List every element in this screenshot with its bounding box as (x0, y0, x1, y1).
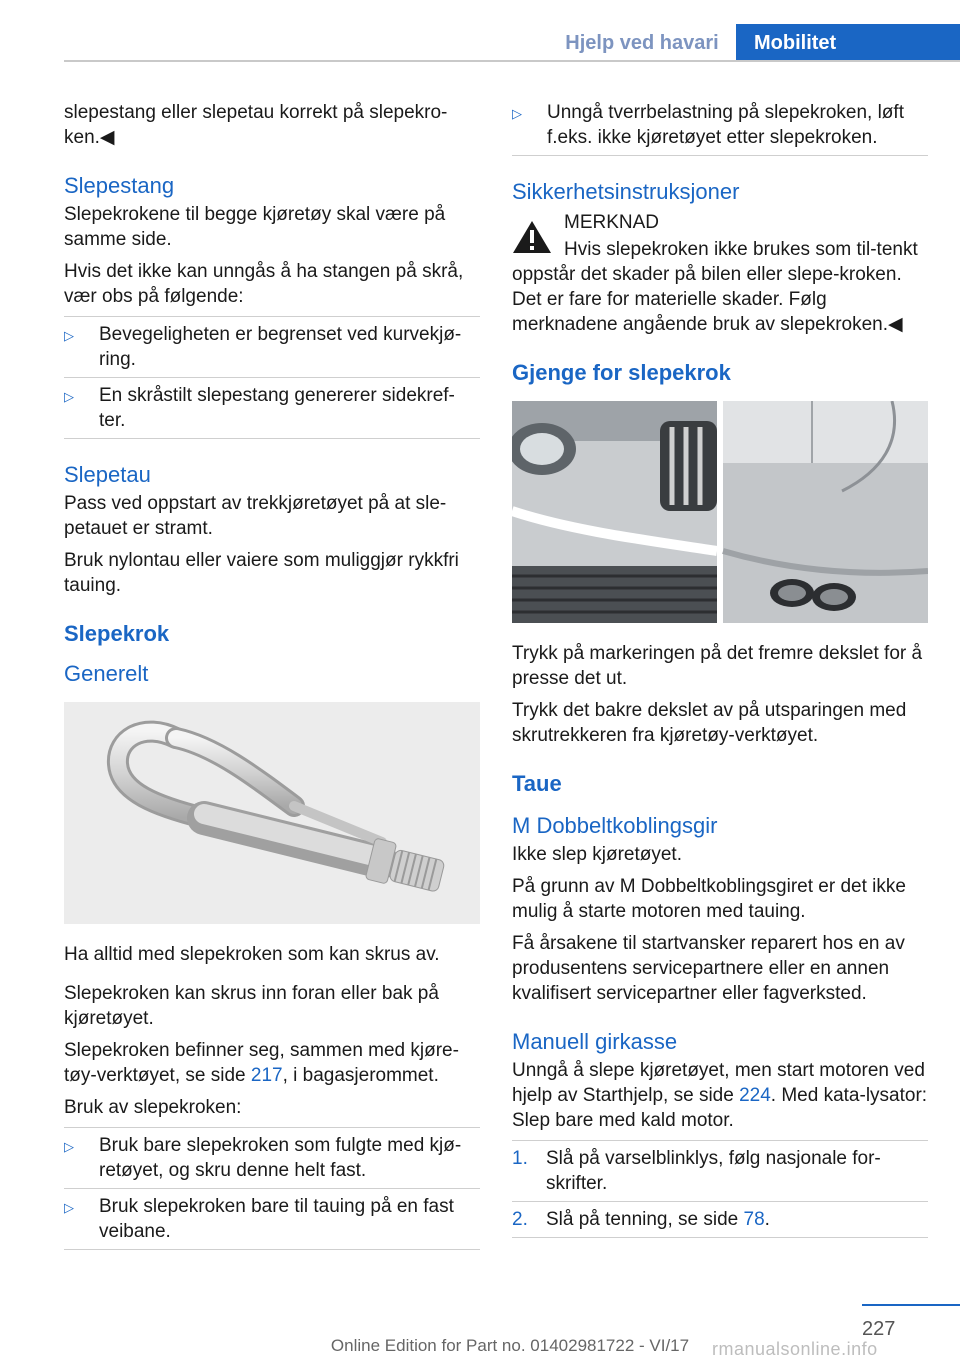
gjenge-p2: Trykk det bakre dekslet av på utsparingen med skrutrekkeren fra kjøretøy-verktøyet. (512, 700, 907, 746)
figure-caption: Ha alltid med slepekroken som kan skrus av. (64, 944, 440, 965)
text-fragment: . (764, 1209, 770, 1230)
section-tab[interactable]: Hjelp ved havari (565, 32, 719, 54)
gjenge-p1: Trykk på markeringen på det fremre dekslet for å presse det ut. (512, 643, 923, 689)
slepetau-p2: Bruk nylontau eller vaiere som muliggjør rykkfri tauing. (64, 550, 459, 596)
slepestang-list (64, 316, 480, 439)
heading-sikkerhetsinstruksjoner: Sikkerhetsinstruksjoner (512, 179, 740, 204)
bullet-triangle-icon: ▷ (64, 328, 74, 343)
page-link-224[interactable]: 224 (739, 1085, 771, 1106)
tow-thread-cover-photo (512, 401, 928, 623)
text-fragment: Unngå å slepe kjøretøyet, men start motoren ved hjelp av Starthjelp, se side (512, 1060, 925, 1106)
top-bullet-list (512, 100, 928, 156)
slepestang-p1: Slepekrokene til begge kjøretøy skal være på samme side. (64, 204, 446, 250)
list-item-text: Bruk slepekroken bare til tauing på en fast veibane. (99, 1196, 454, 1242)
slepekrok-p3: Bruk av slepekroken: (64, 1097, 242, 1118)
step-number: 1. (512, 1148, 528, 1169)
taue-p3: Få årsakene til startvansker reparert hos en av produsentens servicepartnere eller en annen kvalifisert servicepartner eller fagverksted. (512, 933, 905, 1004)
header-divider (64, 60, 960, 62)
note-title: MERKNAD (564, 212, 660, 233)
tow-hook-illustration (64, 702, 480, 924)
text-fragment: Slepekroken befinner seg, sammen med kjøre‐tøy-verktøyet, se side (64, 1040, 459, 1086)
list-item-text: Unngå tverrbelastning på slepekroken, løft f.eks. ikke kjøretøyet etter slepekroken. (547, 102, 904, 148)
slepetau-p1: Pass ved oppstart av trekkjøretøyet på at sle‐petauet er stramt. (64, 493, 447, 539)
footer-divider (862, 1304, 960, 1306)
heading-slepetau: Slepetau (64, 462, 151, 487)
car-bumper-icon (512, 401, 928, 623)
text-fragment: . Med kata‐lysator: Slep bare med kald motor. (512, 1085, 928, 1131)
bullet-triangle-icon: ▷ (512, 106, 522, 121)
warning-note (512, 210, 928, 235)
list-item (64, 1128, 480, 1189)
tow-hook-icon (64, 702, 480, 924)
list-item (512, 1202, 928, 1238)
taue-p2: På grunn av M Dobbeltkoblingsgiret er det ikke mulig å starte motoren med tauing. (512, 876, 906, 922)
list-item (512, 100, 928, 156)
list-item-text: Bevegeligheten er begrenset ved kurvekjø‐ring. (99, 324, 462, 370)
left-column (64, 100, 480, 1254)
bullet-triangle-icon: ▷ (64, 1139, 74, 1154)
warning-icon (512, 220, 552, 254)
slepekrok-list (64, 1127, 480, 1250)
list-item (64, 317, 480, 378)
list-item (512, 1141, 928, 1202)
list-item (64, 1189, 480, 1250)
manuell-p1 (512, 1058, 928, 1133)
list-item-text: Slå på varselblinklys, følg nasjonale for‐skrifter. (546, 1148, 881, 1194)
list-item (64, 378, 480, 439)
slepekrok-p2 (64, 1038, 480, 1088)
page-link-78[interactable]: 78 (743, 1209, 765, 1230)
note-text: Hvis slepekroken ikke brukes som til‐tenkt oppstår det skader på bilen eller slepe‐kroken. Det er fare for materielle skader. Følg merknadene angående bruk av slepekroken.◀ (512, 239, 918, 335)
heading-gjenge: Gjenge for slepekrok (512, 360, 731, 385)
step-number: 2. (512, 1209, 528, 1230)
bullet-triangle-icon: ▷ (64, 389, 74, 404)
list-item-text: Slå på tenning, se side (546, 1209, 744, 1230)
heading-taue: Taue (512, 771, 562, 796)
heading-manuell-girkasse: Manuell girkasse (512, 1029, 678, 1054)
heading-generelt: Generelt (64, 661, 149, 686)
list-item-text: Bruk bare slepekroken som fulgte med kjø‐retøyet, og skru denne helt fast. (99, 1135, 462, 1181)
text-fragment: , i bagasjerommet. (282, 1065, 439, 1086)
intro-text: slepestang eller slepetau korrekt på slepekro‐ken.◀ (64, 102, 448, 148)
manuell-steps (512, 1140, 928, 1238)
page-link-217[interactable]: 217 (250, 1065, 283, 1086)
right-column (512, 100, 928, 1238)
heading-slepekrok: Slepekrok (64, 621, 170, 646)
page-number: 227 (862, 1318, 896, 1340)
chapter-tab[interactable]: Mobilitet (736, 24, 960, 62)
bullet-triangle-icon: ▷ (64, 1200, 74, 1215)
edition-text: Online Edition for Part no. 01402981722 - VI/17 (330, 1336, 690, 1355)
slepestang-p2: Hvis det ikke kan unngås å ha stangen på skrå, vær obs på følgende: (64, 261, 464, 307)
list-item-text: En skråstilt slepestang genererer sidekref‐ter. (99, 385, 455, 431)
heading-slepestang: Slepestang (64, 173, 175, 198)
heading-m-dobbeltkoblingsgir: M Dobbeltkoblingsgir (512, 813, 718, 838)
watermark: rmanualsonline.info (712, 1339, 878, 1359)
taue-p1: Ikke slep kjøretøyet. (512, 844, 682, 865)
slepekrok-p1: Slepekroken kan skrus inn foran eller bak på kjøretøyet. (64, 983, 439, 1029)
